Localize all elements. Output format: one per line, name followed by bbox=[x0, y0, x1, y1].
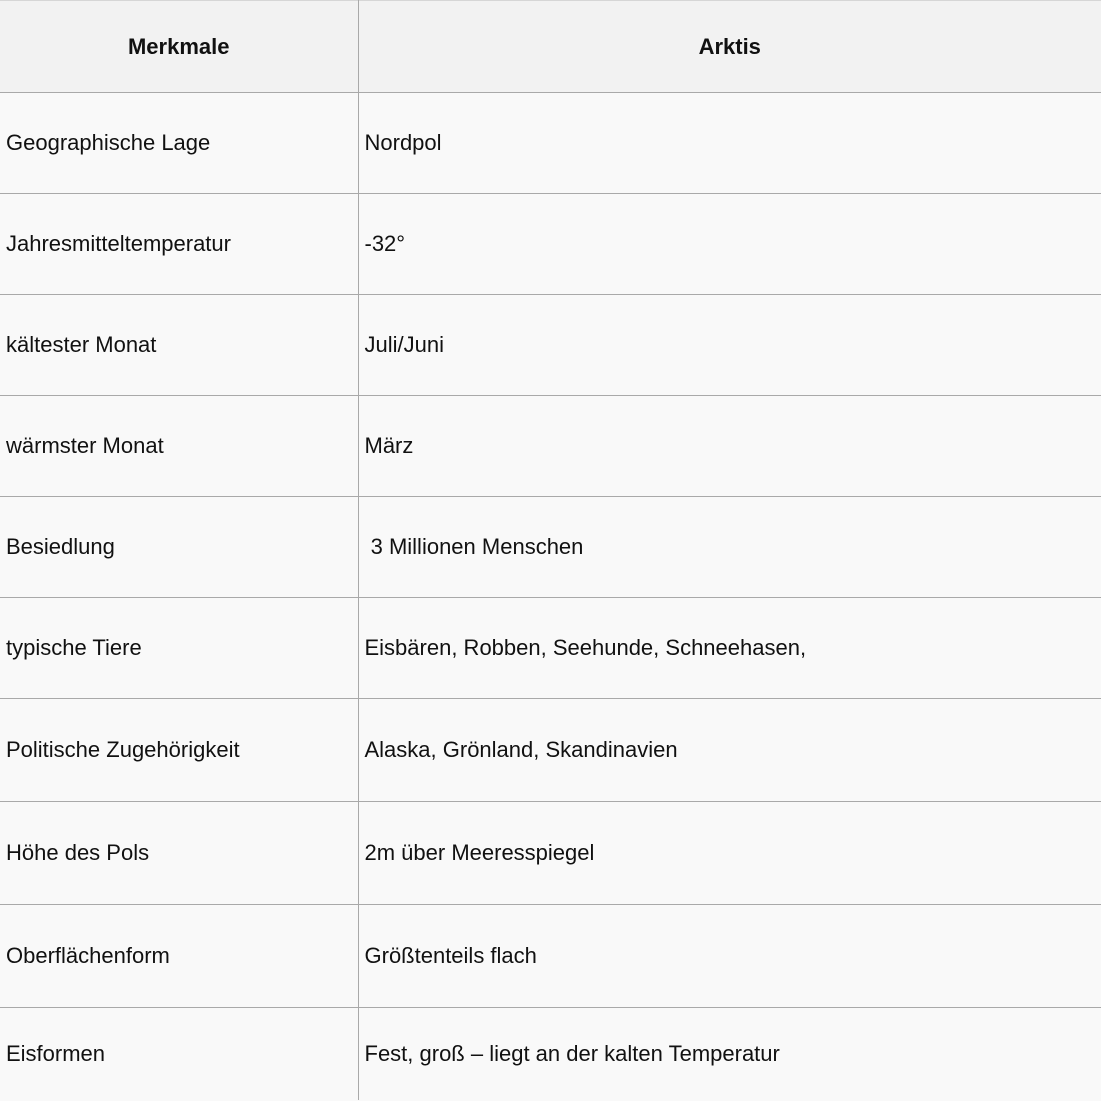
table-row bbox=[0, 802, 1101, 905]
table-row bbox=[0, 699, 1101, 802]
feature-cell: Jahresmitteltemperatur bbox=[0, 194, 358, 295]
value-cell: Nordpol bbox=[358, 93, 1101, 194]
feature-cell: typische Tiere bbox=[0, 598, 358, 699]
feature-cell: Geographische Lage bbox=[0, 93, 358, 194]
table-row bbox=[0, 497, 1101, 598]
value-cell: Juli/Juni bbox=[358, 295, 1101, 396]
table-row bbox=[0, 1008, 1101, 1101]
table-row bbox=[0, 194, 1101, 295]
table-header-row bbox=[0, 1, 1101, 93]
value-cell: März bbox=[358, 396, 1101, 497]
value-cell: 3 Millionen Menschen bbox=[358, 497, 1101, 598]
feature-cell: kältester Monat bbox=[0, 295, 358, 396]
feature-cell: Höhe des Pols bbox=[0, 802, 358, 905]
header-arktis: Arktis bbox=[358, 1, 1101, 93]
value-cell: Eisbären, Robben, Seehunde, Schneehasen, bbox=[358, 598, 1101, 699]
table-row bbox=[0, 396, 1101, 497]
table-row bbox=[0, 93, 1101, 194]
table-row bbox=[0, 905, 1101, 1008]
value-cell: Größtenteils flach bbox=[358, 905, 1101, 1008]
header-merkmale: Merkmale bbox=[0, 1, 358, 93]
feature-cell: Politische Zugehörigkeit bbox=[0, 699, 358, 802]
feature-cell: Eisformen bbox=[0, 1008, 358, 1101]
value-cell: -32° bbox=[358, 194, 1101, 295]
table-row bbox=[0, 598, 1101, 699]
table-row bbox=[0, 295, 1101, 396]
value-cell: Fest, groß – liegt an der kalten Temperatur bbox=[358, 1008, 1101, 1101]
value-cell: 2m über Meeresspiegel bbox=[358, 802, 1101, 905]
feature-cell: wärmster Monat bbox=[0, 396, 358, 497]
feature-cell: Besiedlung bbox=[0, 497, 358, 598]
feature-cell: Oberflächenform bbox=[0, 905, 358, 1008]
value-cell: Alaska, Grönland, Skandinavien bbox=[358, 699, 1101, 802]
